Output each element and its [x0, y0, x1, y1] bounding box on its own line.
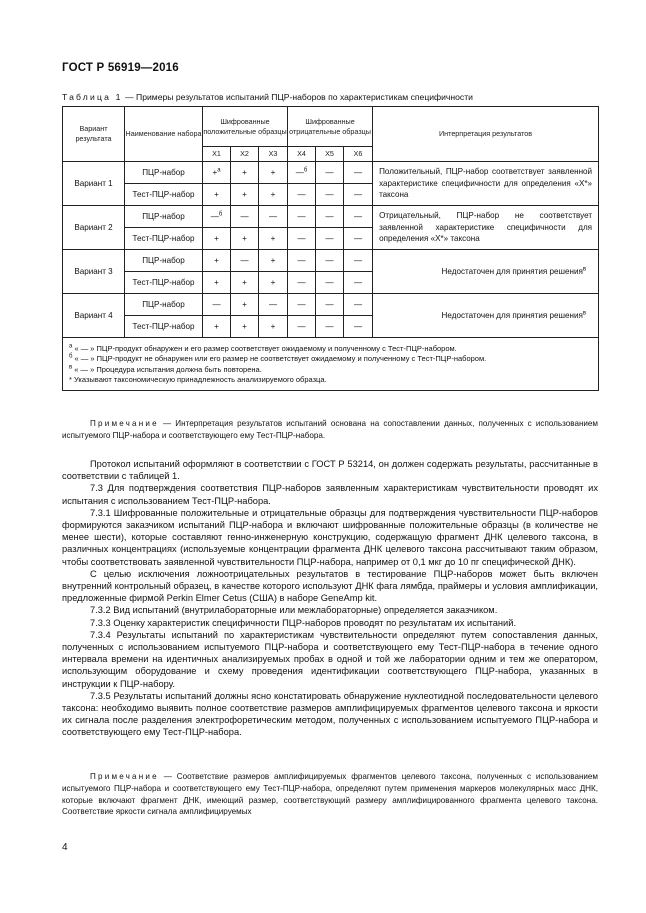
result-cell: —	[344, 250, 373, 272]
result-cell: +	[231, 294, 259, 316]
kit-name-cell: ПЦР-набор	[125, 250, 203, 272]
header-col-x2: X2	[231, 147, 259, 162]
paragraph-7-3-4: 7.3.4 Результаты испытаний по характеристикам чувствительности определяют путем сопоставления данных, полученных с использованием испытуемого ПЦР-набора и соответствующего ему Тест-ПЦР-набора в течение одного интервала времени на идентичных анализируемых пробах в одной и той же лаборатории одним и тем же оператором, использующим оборудование и схему проведения идентификации соответствующего ПЦР-набора, указанных в инструкции к ПЦР-набору.	[62, 629, 598, 689]
result-cell: +	[231, 272, 259, 294]
table-caption	[62, 92, 473, 102]
kit-name-cell: ПЦР-набор	[125, 206, 203, 228]
table-row	[63, 294, 599, 316]
variant-cell: Вариант 4	[63, 294, 125, 338]
paragraph-7-3-3: 7.3.3 Оценку характеристик специфичности ПЦР-наборов проводят по результатам их испытаний.	[90, 617, 517, 628]
variant-cell: Вариант 3	[63, 250, 125, 294]
header-col-x3: X3	[259, 147, 288, 162]
result-cell: —	[288, 294, 316, 316]
table-caption-label: Таблица 1	[62, 92, 123, 102]
result-cell: —	[288, 250, 316, 272]
body-text	[62, 458, 598, 739]
result-cell: +	[231, 228, 259, 250]
result-cell: —	[288, 272, 316, 294]
result-cell: +	[231, 316, 259, 338]
result-cell: +	[259, 228, 288, 250]
result-cell: —	[316, 250, 344, 272]
result-cell: —	[344, 184, 373, 206]
result-cell: —	[288, 316, 316, 338]
result-cell: —	[288, 184, 316, 206]
kit-name-cell: Тест-ПЦР-набор	[125, 184, 203, 206]
result-cell: —	[316, 316, 344, 338]
kit-name-cell: ПЦР-набор	[125, 294, 203, 316]
result-cell: —	[344, 272, 373, 294]
result-cell: —	[288, 228, 316, 250]
table-caption-text: — Примеры результатов испытаний ПЦР-наборов по характеристикам специфичности	[122, 92, 473, 102]
interpretation-cell: Недостаточен для принятия решения$^в$	[373, 294, 599, 338]
footnote-b: $^б$ « — » ПЦР-продукт не обнаружен или его размер не соответствует ожидаемому и полученному с Тест-ПЦР-набором.	[69, 353, 487, 364]
header-col-x5: X5	[316, 147, 344, 162]
paragraph-7-3-2: 7.3.2 Вид испытаний (внутрилабораторные или межлабораторные) определяется заказчиком.	[90, 605, 498, 616]
result-cell: —$^б$	[288, 162, 316, 184]
result-cell: +	[203, 184, 231, 206]
result-cell: —	[344, 206, 373, 228]
note-label: Примечание	[90, 419, 159, 428]
table-note	[62, 418, 598, 442]
result-cell: —	[344, 228, 373, 250]
header-positive-group: Шифрованные положительные образцы	[203, 107, 288, 147]
table-row	[63, 162, 599, 184]
result-cell: —	[203, 294, 231, 316]
paragraph-7-3-1: 7.3.1 Шифрованные положительные и отрицательные образцы для подтверждения чувствительности ПЦР-наборов формируются заказчиком испытаний ПЦР-набора и включают шифрованные положительные образцы (в количестве не менее шести), которые составляют генно-инженерную конструкцию, содержащую фрагмент ДНК целевого таксона, в различных концентрациях (используемые концентрации фрагмента ДНК целевого таксона рассчитывают таким образом, чтобы соответствовать заявленной чувствительности ПЦР-набора, например от 0,1 мкг до 10 пг специфической ДНК).	[62, 507, 598, 567]
result-cell: +	[259, 162, 288, 184]
result-cell: —	[316, 228, 344, 250]
section-note	[62, 771, 598, 818]
footnote-star: * Указывают таксономическую принадлежность анализируемого образца.	[69, 375, 327, 385]
result-cell: —	[344, 294, 373, 316]
result-cell: +	[203, 272, 231, 294]
result-cell: +	[203, 316, 231, 338]
kit-name-cell: ПЦР-набор	[125, 162, 203, 184]
paragraph: Протокол испытаний оформляют в соответствии с ГОСТ Р 53214, он должен содержать результаты, рассчитанные в соответствии с таблицей 1.	[62, 459, 598, 482]
result-cell: —	[231, 206, 259, 228]
result-cell: +	[259, 272, 288, 294]
document-header: ГОСТ Р 56919—2016	[62, 62, 179, 74]
table-row	[63, 250, 599, 272]
interpretation-cell: Недостаточен для принятия решения$^в$	[373, 250, 599, 294]
result-cell: —	[316, 206, 344, 228]
table-footnotes	[63, 338, 599, 391]
page-number: 4	[62, 842, 68, 853]
paragraph-7-3-5: 7.3.5 Результаты испытаний должны ясно констатировать обнаружение нуклеотидной последовательности целевого таксона: необходимо выявить полное соответствие размеров амплифицируемых фрагментов целевого таксона и яркости их сигнала после разделения электрофоретическим методом, полученных с использованием испытуемого ПЦР-набора и соответствующего ему Тест-ПЦР-набора.	[62, 690, 598, 738]
note-text: — Соответствие размеров амплифицируемых фрагментов целевого таксона, полученных с использованием испытуемого ПЦР-набора и соответствующего ему Тест-ПЦР-набора, определяют путем применения маркеров молекулярных масс ДНК, которые включают фрагмент ДНК, имеющий размер, соответствующий размеру амплифицированного фрагмента целевого таксона. Соответствие яркости сигнала амплифицируемых	[62, 772, 598, 817]
table-row	[63, 206, 599, 228]
note-text: — Интерпретация результатов испытаний основана на сопоставлении данных, полученных с использованием испытуемого ПЦР-набора и соответствующего ему Тест-ПЦР-набора.	[62, 419, 598, 440]
result-cell: —	[316, 162, 344, 184]
header-negative-group: Шифрованные отрицательные образцы	[288, 107, 373, 147]
result-cell: —	[316, 184, 344, 206]
variant-cell: Вариант 1	[63, 162, 125, 206]
header-col-x4: X4	[288, 147, 316, 162]
header-interpretation: Интерпретация результатов	[373, 107, 599, 162]
kit-name-cell: Тест-ПЦР-набор	[125, 316, 203, 338]
header-col-x6: X6	[344, 147, 373, 162]
result-cell: —	[316, 272, 344, 294]
result-cell: +	[231, 184, 259, 206]
note-label: Примечание	[90, 772, 159, 781]
kit-name-cell: Тест-ПЦР-набор	[125, 228, 203, 250]
result-cell: +	[203, 250, 231, 272]
footnote-a: $^а$ « — » ПЦР-продукт обнаружен и его размер соответствует ожидаемому и полученному с Тест-ПЦР-набором.	[69, 343, 457, 353]
paragraph: С целью исключения ложноотрицательных результатов в тестирование ПЦР-наборов может быть включен внутренний контрольный образец, в качестве которого используют ДНК фага лямбда, праймеры и условия амплификации, предложенные фирмой Perkin Elmer Cetus (США) в наборе GeneAmp kit.	[62, 568, 598, 604]
result-cell: —	[259, 294, 288, 316]
header-variant: Вариант результата	[63, 107, 125, 162]
footnote-v: $^в$ « — » Процедура испытания должна быть повторена.	[69, 364, 262, 374]
paragraph-7-3: 7.3 Для подтверждения соответствия ПЦР-наборов заявленным характеристикам чувствительности проводят их испытания с использованием Тест-ПЦР-набора.	[62, 483, 598, 506]
result-cell: —	[259, 206, 288, 228]
variant-cell: Вариант 2	[63, 206, 125, 250]
results-table	[62, 106, 599, 391]
result-cell: +	[259, 250, 288, 272]
result-cell: —	[316, 294, 344, 316]
kit-name-cell: Тест-ПЦР-набор	[125, 272, 203, 294]
results-table-wrapper	[62, 106, 598, 391]
result-cell: +$^а$	[203, 162, 231, 184]
result-cell: —	[288, 206, 316, 228]
result-cell: +	[259, 316, 288, 338]
result-cell: —	[231, 250, 259, 272]
result-cell: +	[203, 228, 231, 250]
result-cell: —$^б$	[203, 206, 231, 228]
result-cell: —	[344, 316, 373, 338]
header-name: Наименование набора	[125, 107, 203, 162]
interpretation-cell: Отрицательный, ПЦР-набор не соответствует заявленной характеристике специфичности для определения «Х*» таксона	[373, 206, 599, 250]
interpretation-cell: Положительный, ПЦР-набор соответствует заявленной характеристике специфичности для определения «Х*» таксона	[373, 162, 599, 206]
header-col-x1: X1	[203, 147, 231, 162]
result-cell: —	[344, 162, 373, 184]
result-cell: +	[231, 162, 259, 184]
result-cell: +	[259, 184, 288, 206]
